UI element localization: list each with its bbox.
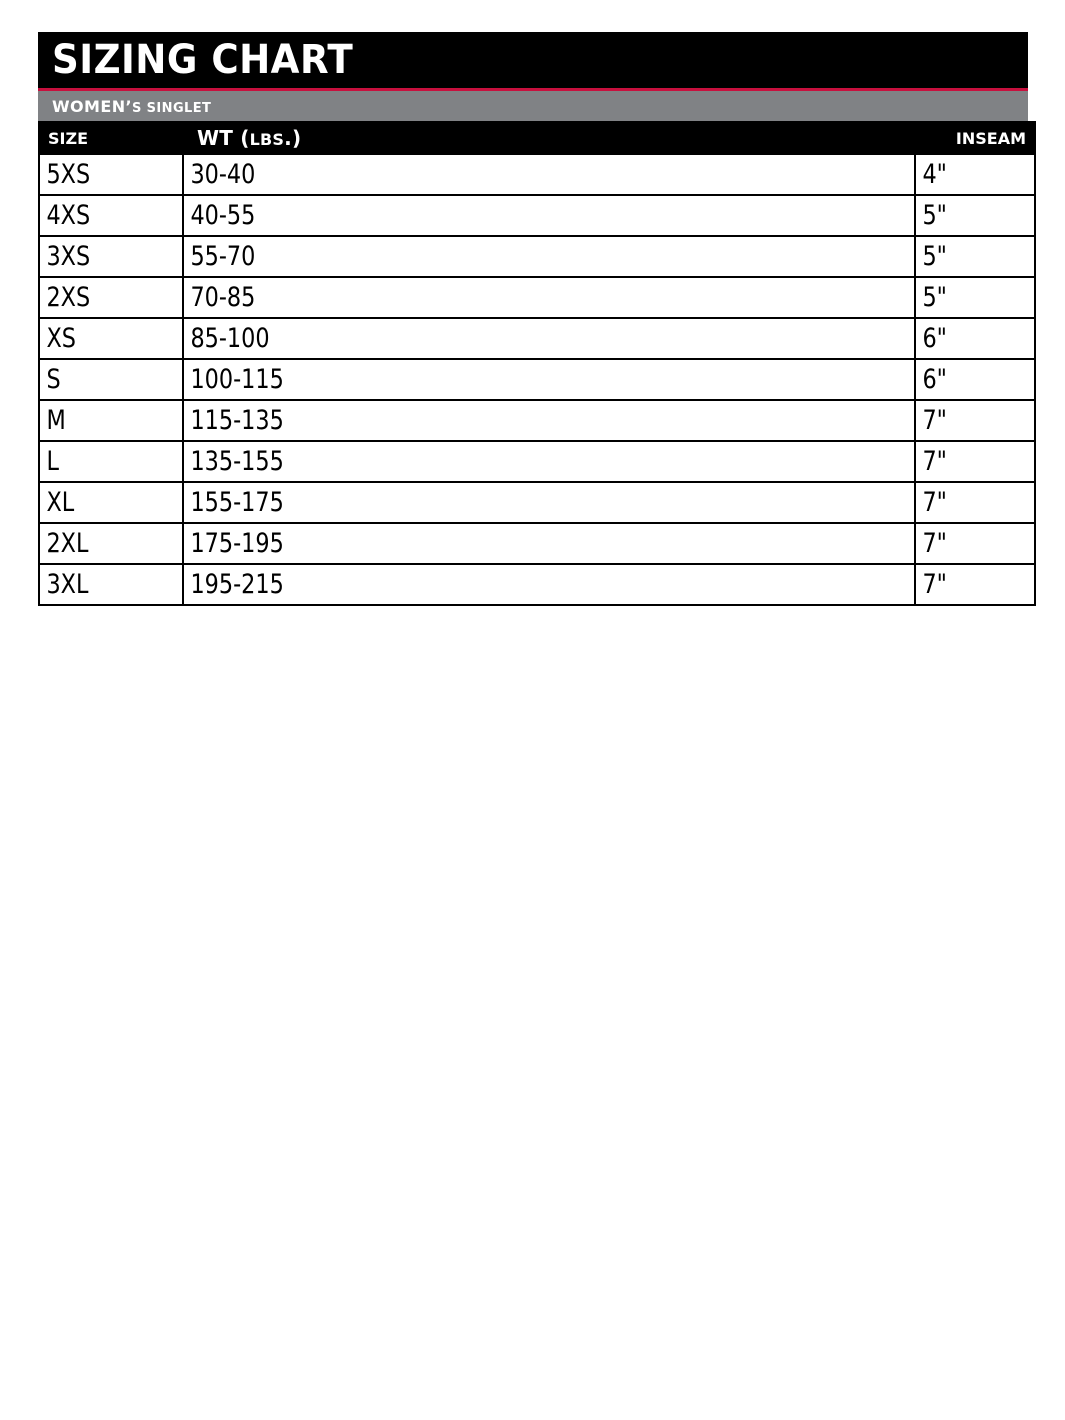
cell-inseam: 6" bbox=[915, 318, 1035, 359]
table-row bbox=[39, 523, 1035, 564]
sizing-chart bbox=[38, 32, 1028, 606]
subtitle-main: WOMEN bbox=[52, 96, 126, 116]
cell-inseam: 7" bbox=[915, 400, 1035, 441]
cell-inseam: 5" bbox=[915, 195, 1035, 236]
chart-subtitle bbox=[52, 97, 211, 116]
table-row bbox=[39, 154, 1035, 195]
table-row bbox=[39, 195, 1035, 236]
column-header-inseam: INSEAM bbox=[915, 122, 1035, 154]
page-title: SIZING CHART bbox=[52, 37, 354, 83]
weight-header-main: WT bbox=[197, 126, 241, 150]
cell-inseam: 4" bbox=[915, 154, 1035, 195]
cell-weight: 135-155 bbox=[183, 441, 915, 482]
table-header bbox=[39, 122, 1035, 154]
table-header-row bbox=[39, 122, 1035, 154]
cell-weight: 40-55 bbox=[183, 195, 915, 236]
cell-size: L bbox=[39, 441, 183, 482]
table-row bbox=[39, 441, 1035, 482]
cell-size: 4XS bbox=[39, 195, 183, 236]
cell-size: 2XL bbox=[39, 523, 183, 564]
cell-inseam: 6" bbox=[915, 359, 1035, 400]
cell-weight: 155-175 bbox=[183, 482, 915, 523]
cell-weight: 195-215 bbox=[183, 564, 915, 605]
table-row bbox=[39, 359, 1035, 400]
table-row bbox=[39, 277, 1035, 318]
subtitle-apostrophe: ’ bbox=[125, 96, 132, 116]
chart-title-bar bbox=[38, 32, 1028, 88]
weight-header-unit: LBS bbox=[249, 130, 285, 149]
cell-weight: 175-195 bbox=[183, 523, 915, 564]
cell-inseam: 7" bbox=[915, 564, 1035, 605]
cell-size: 3XL bbox=[39, 564, 183, 605]
table-row bbox=[39, 400, 1035, 441]
table-row bbox=[39, 236, 1035, 277]
cell-size: XL bbox=[39, 482, 183, 523]
cell-size: 5XS bbox=[39, 154, 183, 195]
cell-size: 2XS bbox=[39, 277, 183, 318]
table-row bbox=[39, 482, 1035, 523]
table-row bbox=[39, 318, 1035, 359]
cell-size: 3XS bbox=[39, 236, 183, 277]
column-header-size: SIZE bbox=[39, 122, 183, 154]
weight-header-paren-open: ( bbox=[240, 126, 250, 150]
cell-weight: 30-40 bbox=[183, 154, 915, 195]
table-body bbox=[39, 154, 1035, 605]
weight-header-paren-close: .) bbox=[284, 126, 302, 150]
cell-inseam: 7" bbox=[915, 482, 1035, 523]
cell-weight: 100-115 bbox=[183, 359, 915, 400]
cell-weight: 70-85 bbox=[183, 277, 915, 318]
chart-subtitle-bar bbox=[38, 91, 1028, 121]
size-table bbox=[38, 121, 1036, 606]
cell-weight: 115-135 bbox=[183, 400, 915, 441]
cell-size: M bbox=[39, 400, 183, 441]
cell-size: S bbox=[39, 359, 183, 400]
cell-weight: 85-100 bbox=[183, 318, 915, 359]
table-row bbox=[39, 564, 1035, 605]
cell-inseam: 7" bbox=[915, 441, 1035, 482]
subtitle-rest: S SINGLET bbox=[131, 100, 212, 116]
cell-size: XS bbox=[39, 318, 183, 359]
cell-inseam: 5" bbox=[915, 236, 1035, 277]
cell-inseam: 7" bbox=[915, 523, 1035, 564]
cell-weight: 55-70 bbox=[183, 236, 915, 277]
cell-inseam: 5" bbox=[915, 277, 1035, 318]
column-header-weight bbox=[183, 122, 915, 154]
